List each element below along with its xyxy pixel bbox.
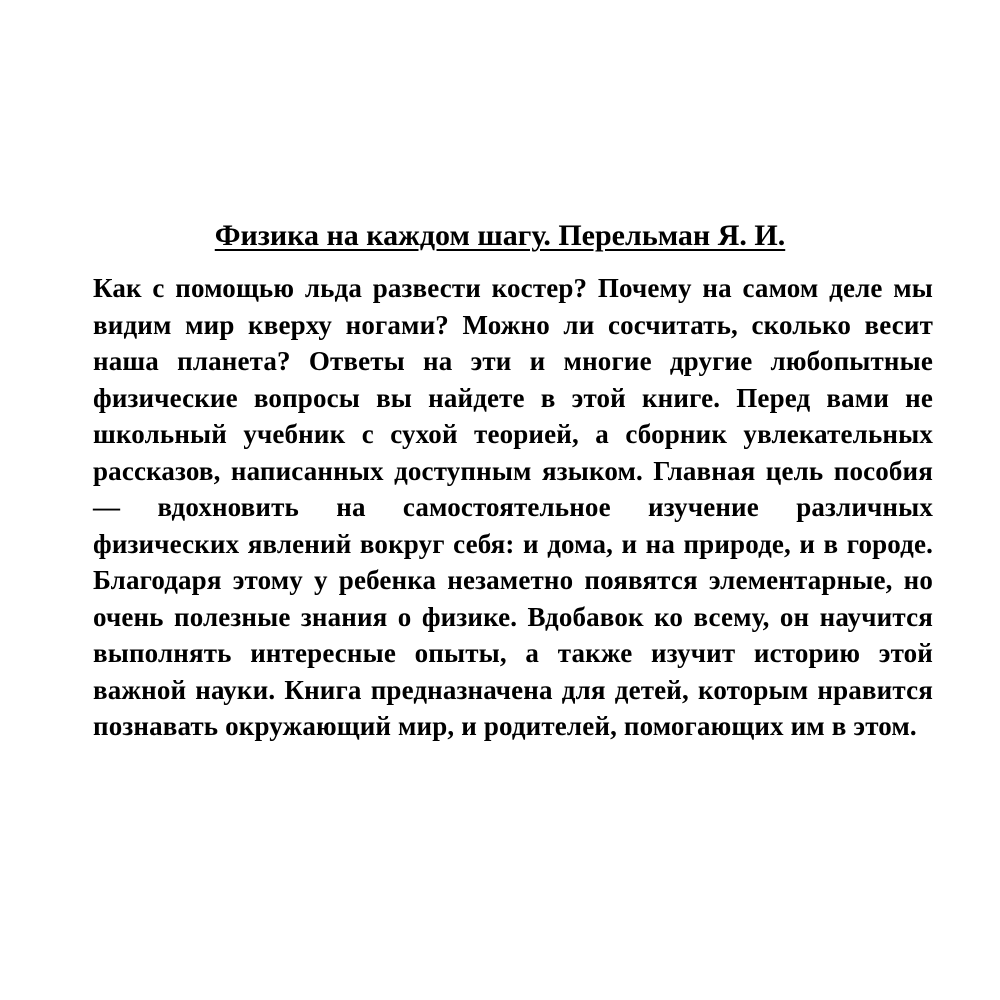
book-description: Как с помощью льда развести костер? Почему на самом деле мы видим мир кверху ногами? Можно ли сосчитать, сколько весит наша планета? Ответы на эти и многие другие любопытные физические вопросы вы найдете в этой книге. Перед вами не школьный учебник с сухой теорией, а сборник увлекательных рассказов, написанных доступным языком. Главная цель пособия — вдохновить на самостоятельное изучение различных физических явлений вокруг себя: и дома, и на природе, и в городе. Благодаря этому у ребенка незаметно появятся элементарные, но очень полезные знания о физике. Вдобавок ко всему, он научится выполнять интересные опыты, а также изучит историю этой важной науки. Книга предназначена для детей, которым нравится познавать окружающий мир, и родителей, помогающих им в этом. [93, 273, 933, 741]
book-title: Физика на каждом шагу. Перельман Я. И. [214, 219, 786, 252]
